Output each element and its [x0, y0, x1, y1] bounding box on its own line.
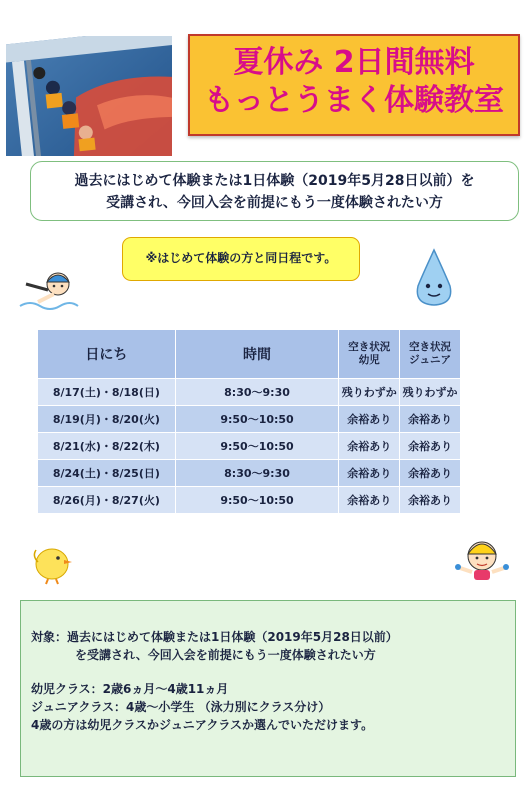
chick-illustration — [28, 536, 78, 590]
row-date: 8/24(土)・8/25(日) — [38, 460, 176, 487]
row-time: 9:50～10:50 — [175, 487, 339, 514]
table-row — [38, 406, 461, 433]
schedule-header-row — [38, 330, 461, 379]
row-time: 8:30～9:30 — [175, 379, 339, 406]
row-time: 9:50～10:50 — [175, 406, 339, 433]
info-spacer — [31, 664, 505, 680]
info-infant-class: 幼児クラス：2歳6ヵ月～4歳11ヵ月 — [31, 682, 229, 696]
header-junior-availability — [400, 330, 461, 379]
swim-cap-girl-illustration — [452, 532, 512, 592]
title-line-2: もっとうまく体験教室 — [204, 83, 504, 118]
target-banner — [30, 161, 519, 221]
pool-photo — [6, 36, 172, 156]
row-junior-status: 余裕あり — [400, 460, 461, 487]
target-banner-line-2: 受講され、今回入会を前提にもう一度体験されたい方 — [106, 195, 443, 211]
row-date: 8/17(土)・8/18(日) — [38, 379, 176, 406]
header-infant-line-2: 幼児 — [358, 354, 380, 366]
table-row — [38, 379, 461, 406]
schedule-note: ※はじめて体験の方と同日程です。 — [122, 237, 360, 281]
row-infant-status: 余裕あり — [339, 460, 400, 487]
row-junior-status: 余裕あり — [400, 433, 461, 460]
info-target-line-1: 対象：過去にはじめて体験または1日体験（2019年5月28日以前） — [31, 630, 398, 644]
row-infant-status: 残りわずか — [339, 379, 400, 406]
row-date: 8/21(水)・8/22(木) — [38, 433, 176, 460]
header-junior-line-2: ジュニア — [409, 354, 451, 366]
row-time: 8:30～9:30 — [175, 460, 339, 487]
swimmer-kid-illustration — [18, 268, 80, 318]
row-infant-status: 余裕あり — [339, 487, 400, 514]
row-junior-status: 余裕あり — [400, 487, 461, 514]
schedule-table — [37, 329, 461, 514]
row-date: 8/26(月)・8/27(火) — [38, 487, 176, 514]
header-date: 日にち — [38, 330, 176, 379]
header-infant-line-1: 空き状況 — [348, 341, 391, 353]
table-row — [38, 487, 461, 514]
eligibility-info-box — [20, 600, 516, 777]
table-row — [38, 433, 461, 460]
row-junior-status: 余裕あり — [400, 406, 461, 433]
table-row — [38, 460, 461, 487]
row-junior-status: 残りわずか — [400, 379, 461, 406]
row-infant-status: 余裕あり — [339, 406, 400, 433]
row-infant-status: 余裕あり — [339, 433, 400, 460]
header-junior-line-1: 空き状況 — [409, 341, 452, 353]
header-infant-availability — [339, 330, 400, 379]
title-line-1: 夏休み 2日間無料 — [233, 45, 475, 80]
row-time: 9:50～10:50 — [175, 433, 339, 460]
info-target-line-2: を受講され、今回入会を前提にもう一度体験されたい方 — [75, 648, 376, 662]
header-time: 時間 — [175, 330, 339, 379]
info-age4-note: 4歳の方は幼児クラスかジュニアクラスか選んでいただけます。 — [31, 718, 374, 732]
water-drop-character-illustration — [412, 248, 456, 312]
target-banner-line-1: 過去にはじめて体験または1日体験（2019年5月28日以前）を — [74, 173, 475, 189]
info-junior-class: ジュニアクラス：4歳～小学生 （泳力別にクラス分け） — [31, 700, 331, 714]
title-box — [188, 34, 520, 136]
row-date: 8/19(月)・8/20(火) — [38, 406, 176, 433]
